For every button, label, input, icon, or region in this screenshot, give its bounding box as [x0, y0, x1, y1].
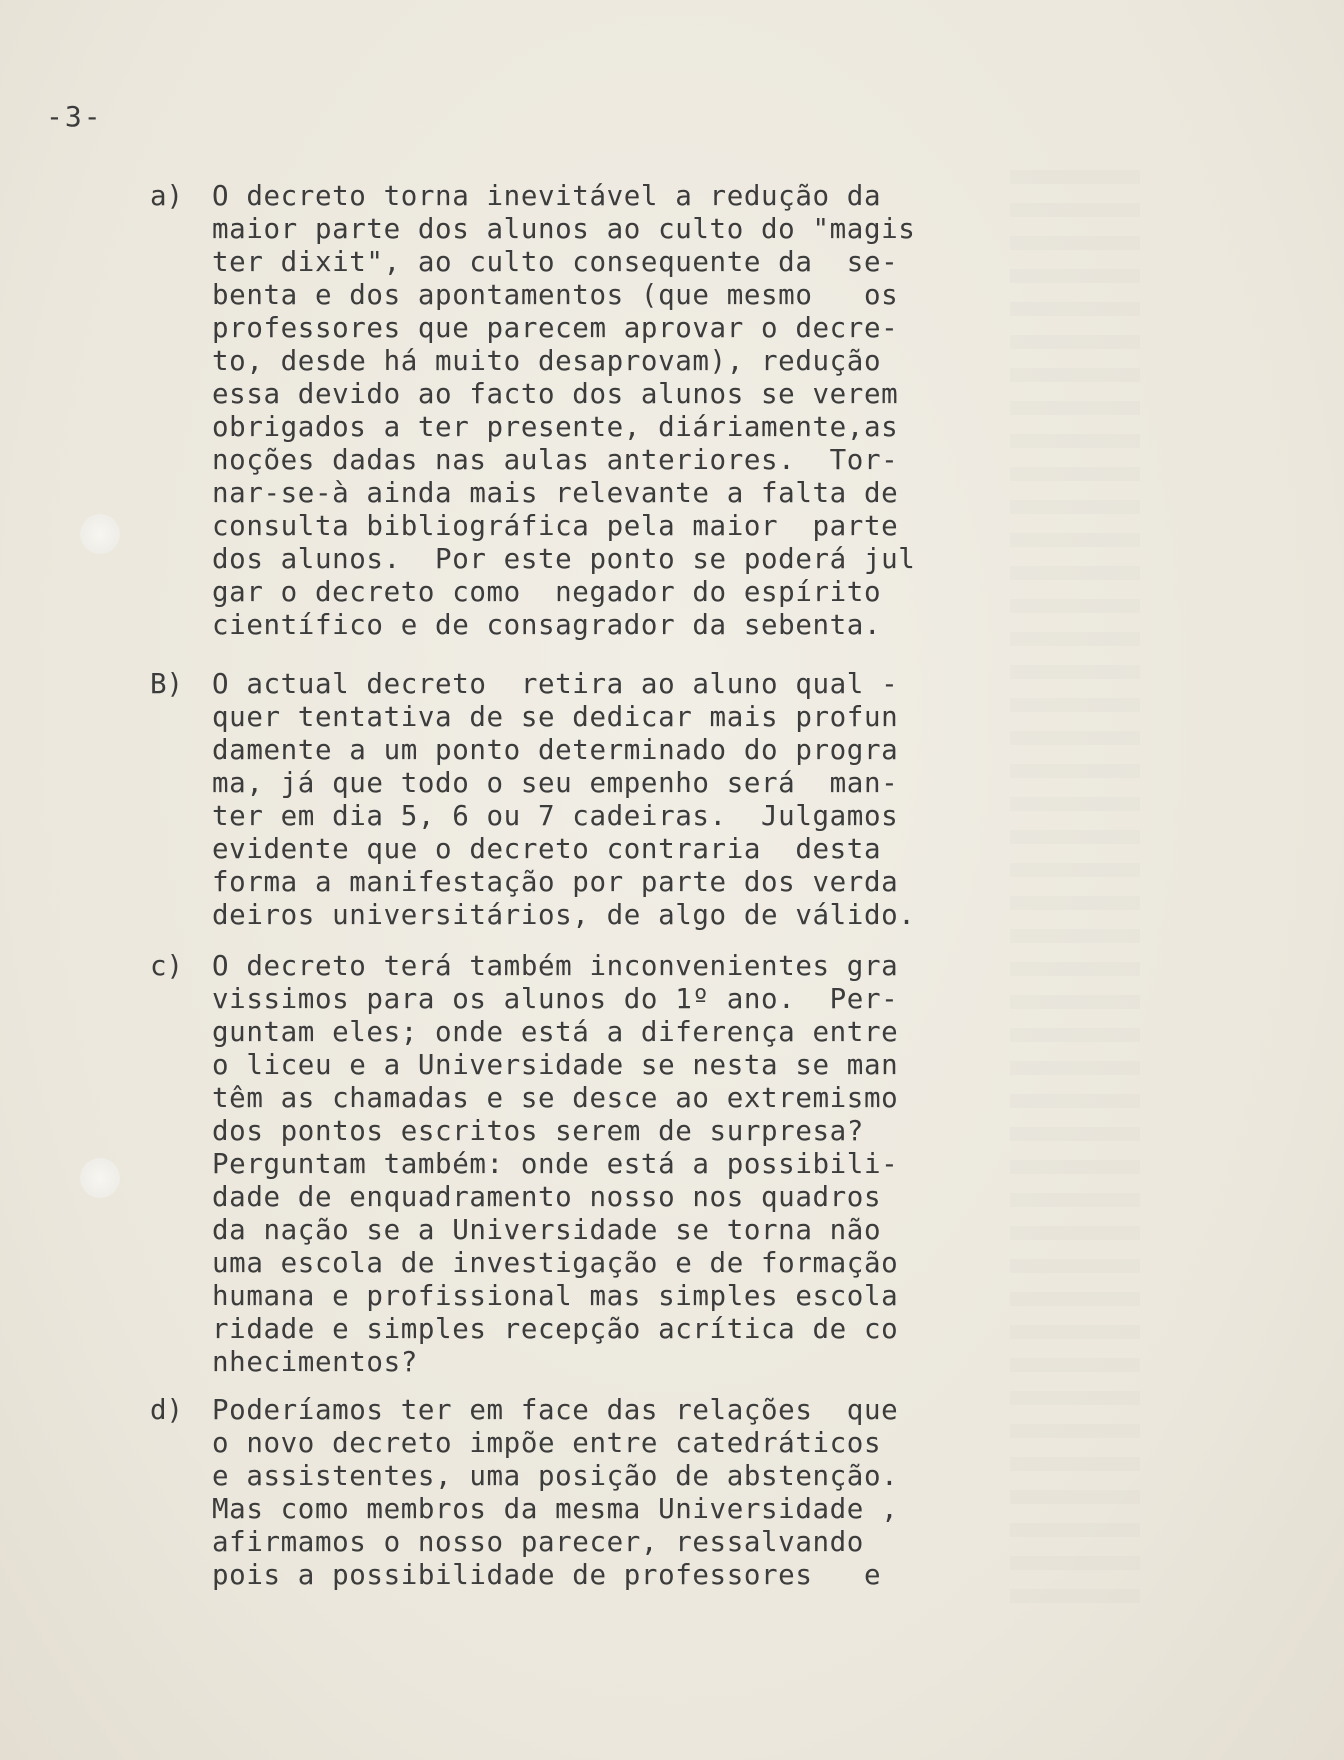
paragraph-d — [150, 1394, 1250, 1592]
paragraph-marker: B) — [150, 668, 184, 700]
paragraph-marker: c) — [150, 950, 184, 982]
text-line: damente a um ponto determinado do progra — [212, 734, 899, 766]
text-line: essa devido ao facto dos alunos se verem — [212, 378, 899, 410]
paragraph-marker: a) — [150, 180, 184, 212]
text-line: dade de enquadramento nosso nos quadros — [212, 1181, 882, 1213]
text-line: dos pontos escritos serem de surpresa? — [212, 1115, 864, 1147]
text-line: O actual decreto retira ao aluno qual - — [212, 668, 899, 700]
text-line: to, desde há muito desaprovam), redução — [212, 345, 882, 377]
text-line: humana e profissional mas simples escola — [212, 1280, 899, 1312]
text-line: ter em dia 5, 6 ou 7 cadeiras. Julgamos — [212, 800, 899, 832]
text-line: ter dixit", ao culto consequente da se- — [212, 246, 899, 278]
text-line: professores que parecem aprovar o decre- — [212, 312, 899, 344]
text-line: evidente que o decreto contraria desta — [212, 833, 882, 865]
text-line: gar o decreto como negador do espírito — [212, 576, 882, 608]
text-line: nhecimentos? — [212, 1346, 418, 1378]
text-line: dos alunos. Por este ponto se poderá jul — [212, 543, 916, 575]
text-line: afirmamos o nosso parecer, ressalvando — [212, 1526, 864, 1558]
text-line: maior parte dos alunos ao culto do "magis — [212, 213, 916, 245]
text-line: nar-se-à ainda mais relevante a falta de — [212, 477, 899, 509]
punch-hole — [80, 514, 120, 554]
text-line: benta e dos apontamentos (que mesmo os — [212, 279, 899, 311]
text-line: consulta bibliográfica pela maior parte — [212, 510, 899, 542]
text-line: Mas como membros da mesma Universidade , — [212, 1493, 899, 1525]
text-line: deiros universitários, de algo de válido. — [212, 899, 916, 931]
text-line: e assistentes, uma posição de abstenção. — [212, 1460, 899, 1492]
paragraph-marker: d) — [150, 1394, 184, 1426]
text-line: o liceu e a Universidade se nesta se man — [212, 1049, 899, 1081]
text-line: guntam eles; onde está a diferença entre — [212, 1016, 899, 1048]
text-line: Perguntam também: onde está a possibili- — [212, 1148, 899, 1180]
text-line: pois a possibilidade de professores e — [212, 1559, 882, 1591]
text-line: noções dadas nas aulas anteriores. Tor- — [212, 444, 899, 476]
text-line: uma escola de investigação e de formação — [212, 1247, 899, 1279]
text-line: o novo decreto impõe entre catedráticos — [212, 1427, 882, 1459]
text-line: obrigados a ter presente, diáriamente,as — [212, 411, 899, 443]
text-line: científico e de consagrador da sebenta. — [212, 609, 882, 641]
punch-hole — [80, 1158, 120, 1198]
text-line: têm as chamadas e se desce ao extremismo — [212, 1082, 899, 1114]
text-line: O decreto terá também inconvenientes gra — [212, 950, 899, 982]
text-line: ridade e simples recepção acrítica de co — [212, 1313, 899, 1345]
text-line: forma a manifestação por parte dos verda — [212, 866, 899, 898]
text-line: vissimos para os alunos do 1º ano. Per- — [212, 983, 899, 1015]
paragraph-b — [150, 668, 1250, 932]
text-line: O decreto torna inevitável a redução da — [212, 180, 882, 212]
page-number: -3- — [46, 100, 103, 133]
text-line: Poderíamos ter em face das relações que — [212, 1394, 899, 1426]
text-line: quer tentativa de se dedicar mais profun — [212, 701, 899, 733]
text-line: da nação se a Universidade se torna não — [212, 1214, 882, 1246]
paragraph-a — [150, 180, 1250, 642]
text-line: ma, já que todo o seu empenho será man- — [212, 767, 899, 799]
paragraph-c — [150, 950, 1250, 1379]
